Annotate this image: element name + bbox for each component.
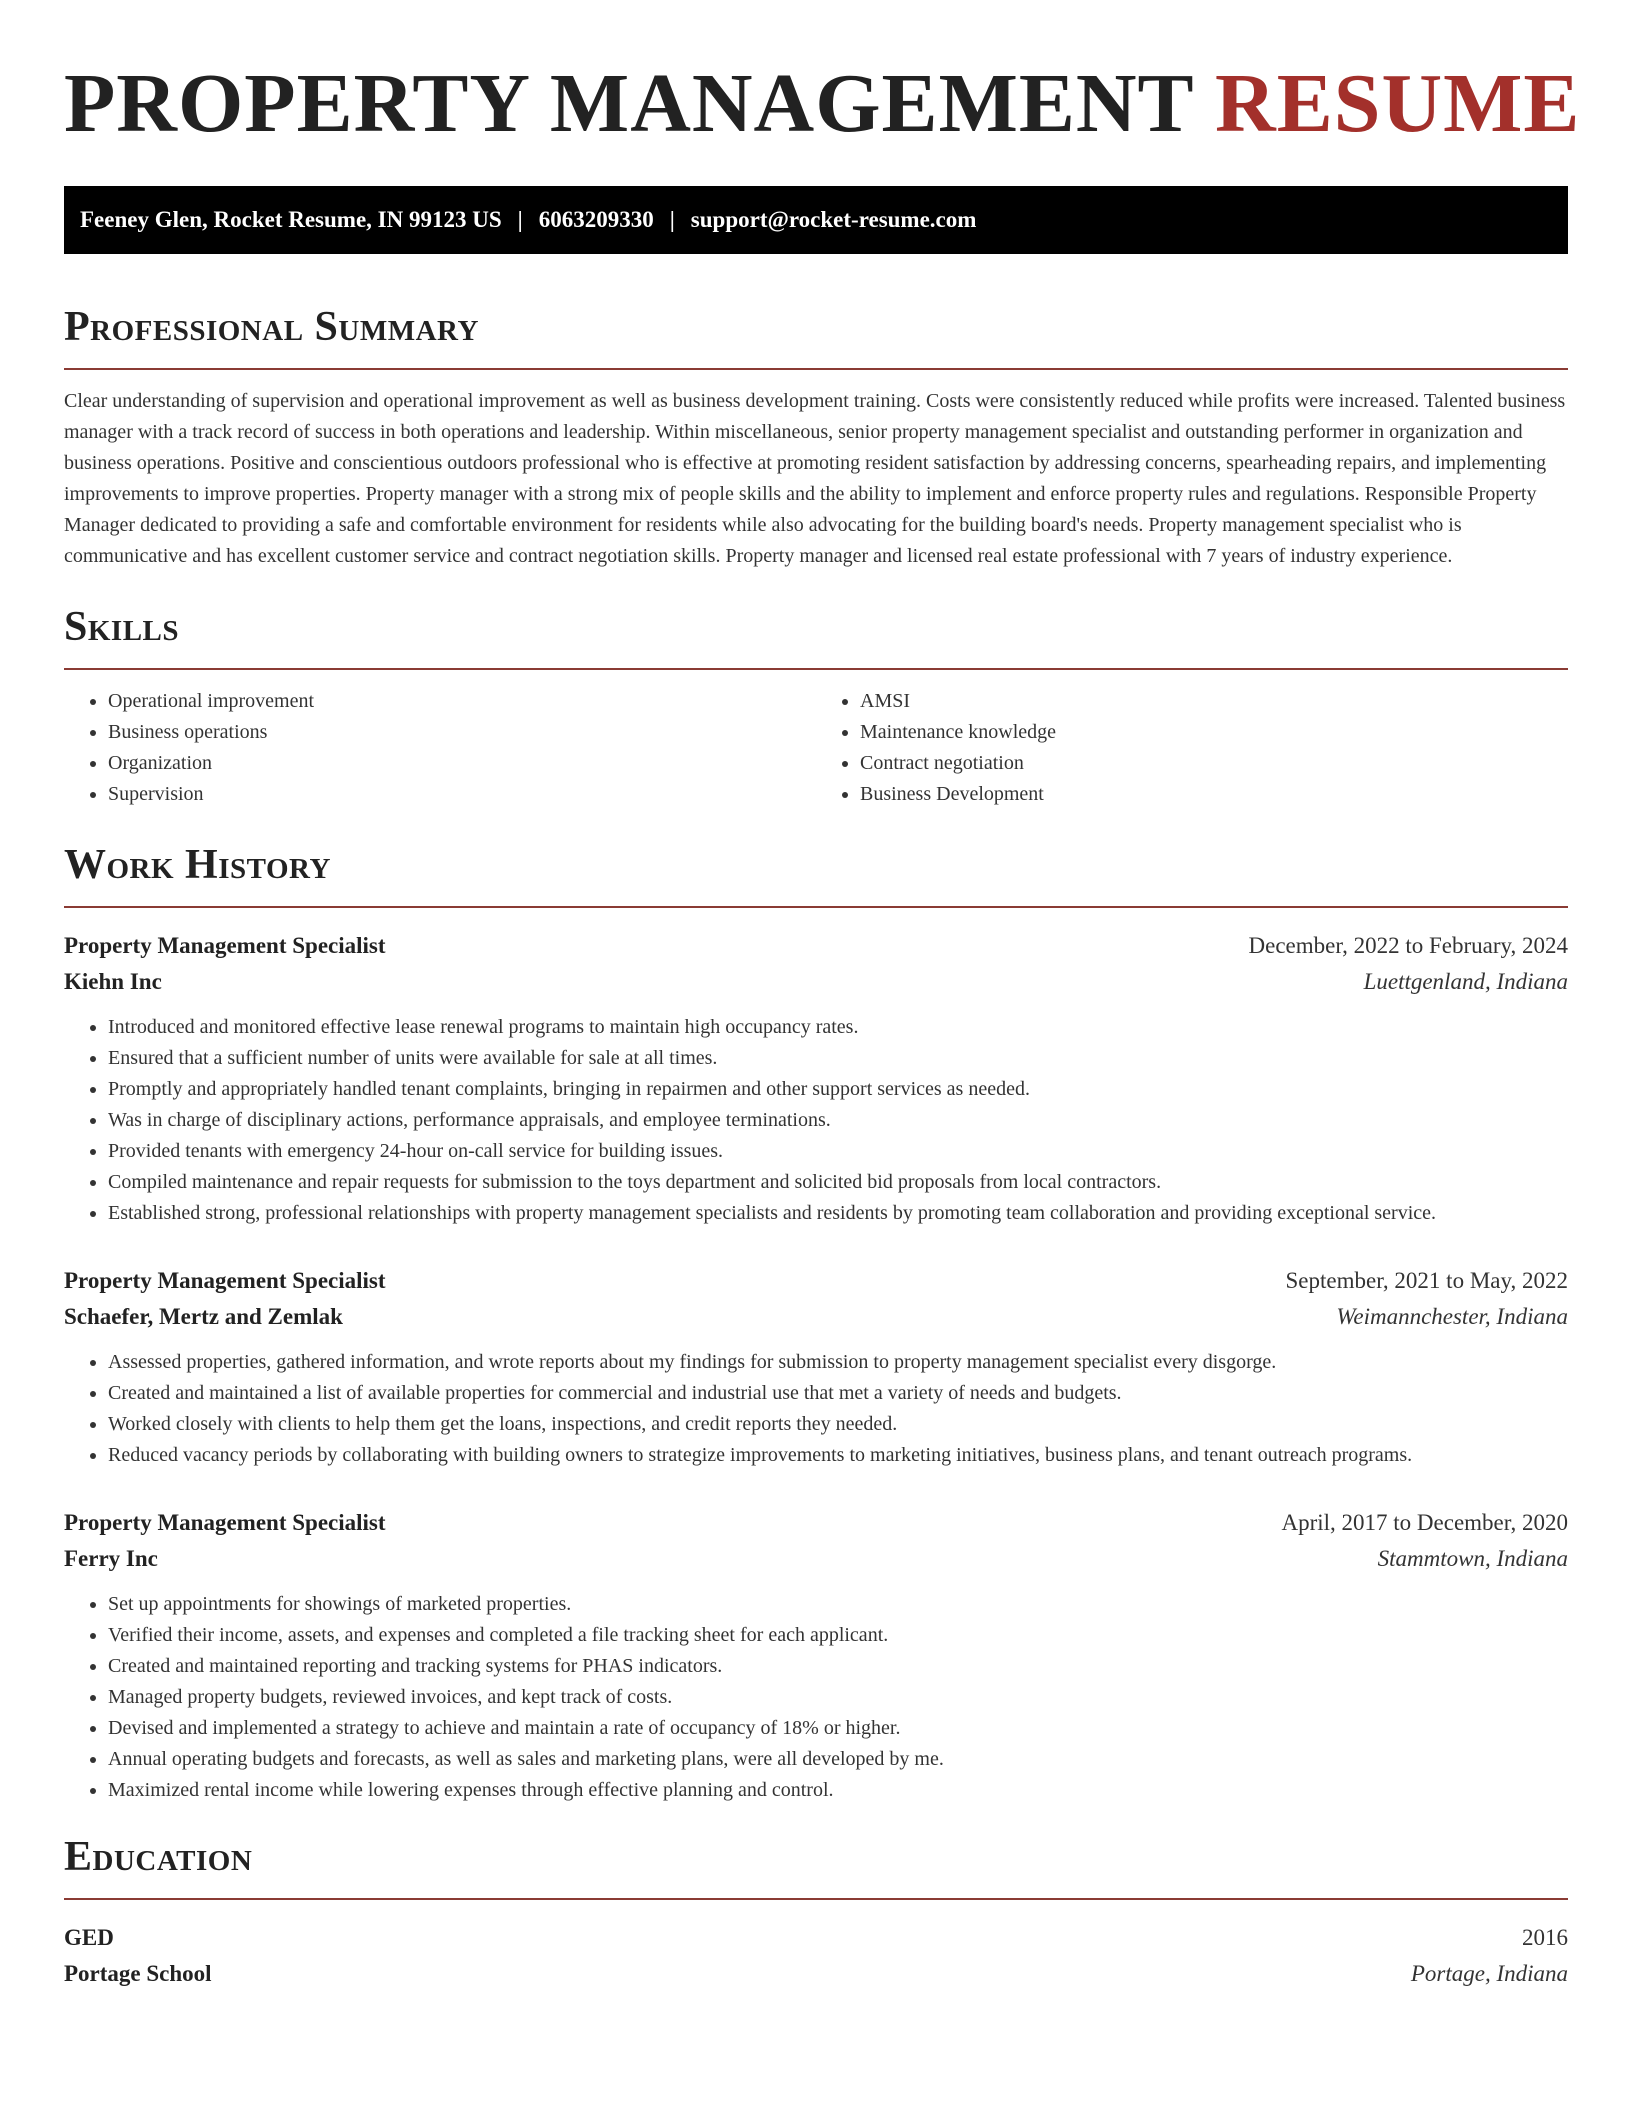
section-divider	[64, 1898, 1568, 1900]
job-bullet: • Created and maintained a list of available properties for commercial and industrial use that met a variety of needs and budgets.	[108, 1378, 1568, 1409]
skill-item: • Contract negotiation	[860, 748, 1568, 779]
skill-item: • Supervision	[108, 779, 816, 810]
job-bullet: • Assessed properties, gathered information, and wrote reports about my findings for submission to property management specialist every disgorge.	[108, 1347, 1568, 1378]
job-bullets	[64, 1012, 1568, 1229]
job-bullet: • Verified their income, assets, and expenses and completed a file tracking sheet for each applicant.	[108, 1620, 1568, 1651]
job-bullet: • Established strong, professional relationships with property management specialists and residents by promoting team collaboration and providing exceptional service.	[108, 1198, 1568, 1229]
skill-item: • Organization	[108, 748, 816, 779]
job-bullet: • Compiled maintenance and repair requests for submission to the toys department and solicited bid proposals from local contractors.	[108, 1167, 1568, 1198]
job-bullet: • Created and maintained reporting and tracking systems for PHAS indicators.	[108, 1651, 1568, 1682]
job-bullet: • Reduced vacancy periods by collaborating with building owners to strategize improvements to marketing initiatives, business plans, and tenant outreach programs.	[108, 1440, 1568, 1471]
skill-item: • AMSI	[860, 686, 1568, 717]
job-dates: December, 2022 to February, 2024	[1248, 933, 1568, 958]
job-bullet: • Was in charge of disciplinary actions, performance appraisals, and employee terminations.	[108, 1105, 1568, 1136]
work-heading: Work History	[64, 842, 331, 888]
skills-column-left	[64, 686, 816, 810]
job-company: Ferry Inc	[64, 1546, 158, 1571]
section-divider	[64, 906, 1568, 908]
skill-item: • Maintenance knowledge	[860, 717, 1568, 748]
job-bullet: • Provided tenants with emergency 24-hour on-call service for building issues.	[108, 1136, 1568, 1167]
summary-text: Clear understanding of supervision and operational improvement as well as business development training. Costs were consistently reduced while profits were increased. Talented business manager with a track record of success in both operations and leadership. Within miscellaneous, senior property management specialist and outstanding performer in organization and business operations. Positive and conscientious outdoors professional who is effective at promoting resident satisfaction by addressing concerns, spearheading repairs, and implementing improvements to improve properties. Property manager with a strong mix of people skills and the ability to implement and enforce property rules and regulations. Responsible Property Manager dedicated to providing a safe and comfortable environment for residents while also advocating for the building board's needs. Property management specialist who is communicative and has excellent customer service and contract negotiation skills. Property manager and licensed real estate professional with 7 years of industry experience.	[64, 390, 1566, 567]
title-accent: RESUME	[1215, 57, 1581, 150]
job-bullet: • Devised and implemented a strategy to achieve and maintain a rate of occupancy of 18% or higher.	[108, 1713, 1568, 1744]
skill-item: • Business Development	[860, 779, 1568, 810]
skill-item: • Business operations	[108, 717, 816, 748]
job-dates: September, 2021 to May, 2022	[1285, 1268, 1568, 1293]
education-school: Portage School	[64, 1961, 212, 1986]
job-bullet: • Annual operating budgets and forecasts, as well as sales and marketing plans, were all developed by me.	[108, 1744, 1568, 1775]
job-location: Stammtown, Indiana	[1377, 1546, 1568, 1571]
job-bullets	[64, 1589, 1568, 1806]
section-divider	[64, 368, 1568, 370]
job-entry	[64, 928, 1568, 1229]
contact-bar	[64, 186, 1568, 254]
job-bullet: • Set up appointments for showings of marketed properties.	[108, 1589, 1568, 1620]
resume-title	[64, 56, 1581, 152]
title-main: PROPERTY MANAGEMENT	[64, 57, 1194, 150]
skills-heading: Skills	[64, 604, 180, 650]
job-bullet: • Worked closely with clients to help them get the loans, inspections, and credit reports they needed.	[108, 1409, 1568, 1440]
skills-list	[64, 686, 1568, 810]
job-company: Schaefer, Mertz and Zemlak	[64, 1304, 343, 1329]
job-entry	[64, 1263, 1568, 1471]
job-dates: April, 2017 to December, 2020	[1281, 1510, 1568, 1535]
job-bullet: • Managed property budgets, reviewed invoices, and kept track of costs.	[108, 1682, 1568, 1713]
education-heading: Education	[64, 1834, 253, 1880]
job-location: Weimannchester, Indiana	[1336, 1304, 1568, 1329]
skill-item: • Operational improvement	[108, 686, 816, 717]
summary-heading: Professional Summary	[64, 304, 479, 350]
education-degree: GED	[64, 1925, 114, 1950]
job-entry	[64, 1505, 1568, 1806]
job-title: Property Management Specialist	[64, 933, 386, 958]
contact-email: support@rocket-resume.com	[690, 207, 977, 232]
job-company: Kiehn Inc	[64, 969, 162, 994]
contact-separator: |	[517, 207, 523, 232]
section-divider	[64, 668, 1568, 670]
job-bullet: • Promptly and appropriately handled tenant complaints, bringing in repairmen and other support services as needed.	[108, 1074, 1568, 1105]
education-location: Portage, Indiana	[1410, 1961, 1568, 1986]
contact-phone: 6063209330	[538, 207, 654, 232]
job-location: Luettgenland, Indiana	[1363, 969, 1568, 994]
skills-column-right	[816, 686, 1568, 810]
job-bullet: • Introduced and monitored effective lease renewal programs to maintain high occupancy rates.	[108, 1012, 1568, 1043]
job-bullets	[64, 1347, 1568, 1471]
education-year: 2016	[1522, 1925, 1568, 1950]
contact-separator: |	[669, 207, 675, 232]
job-bullet: • Ensured that a sufficient number of units were available for sale at all times.	[108, 1043, 1568, 1074]
job-title: Property Management Specialist	[64, 1510, 386, 1535]
job-bullet: • Maximized rental income while lowering expenses through effective planning and control.	[108, 1775, 1568, 1806]
job-title: Property Management Specialist	[64, 1268, 386, 1293]
contact-address: Feeney Glen, Rocket Resume, IN 99123 US	[80, 207, 502, 232]
education-entry	[64, 1920, 1568, 1992]
